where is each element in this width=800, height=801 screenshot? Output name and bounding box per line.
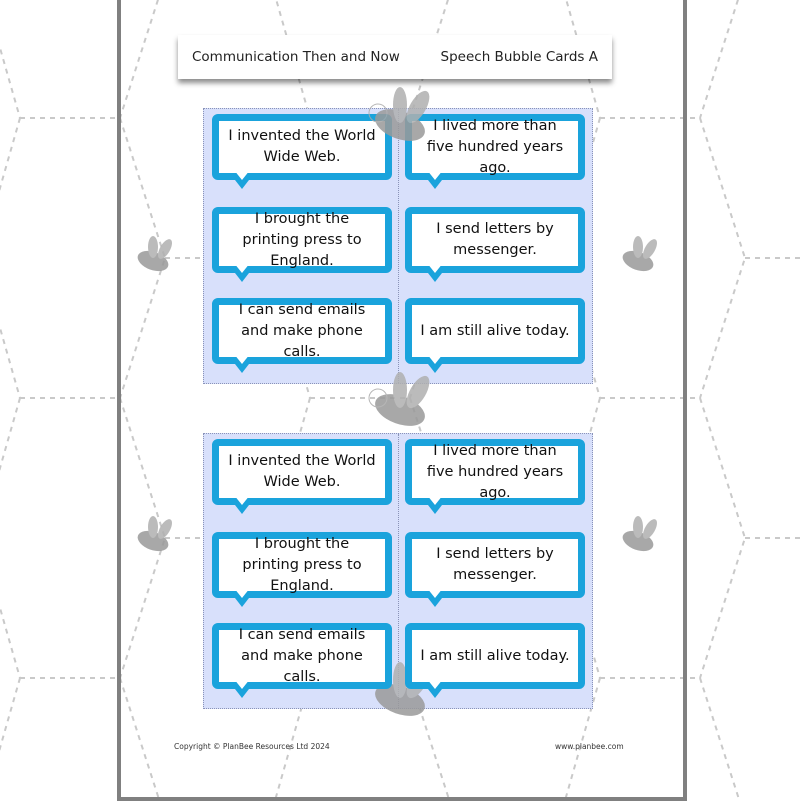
speech-bubble-card[interactable]	[405, 623, 585, 689]
speech-bubble-card[interactable]	[212, 298, 392, 364]
copyright-text: Copyright © PlanBee Resources Ltd 2024	[174, 742, 330, 751]
header-title: Communication Then and Now	[192, 49, 400, 65]
speech-bubble-card[interactable]	[212, 207, 392, 273]
card-text: I can send emails and make phone calls.	[212, 298, 392, 364]
speech-bubble-card[interactable]	[405, 439, 585, 505]
bee-watermark-icon	[610, 515, 665, 560]
card-text: I lived more than five hundred years ago.	[405, 114, 585, 180]
bee-watermark-icon	[360, 85, 440, 155]
speech-bubble-card[interactable]	[212, 532, 392, 598]
speech-bubble-card[interactable]	[212, 439, 392, 505]
bee-watermark-icon	[360, 370, 440, 440]
speech-bubble-card[interactable]	[405, 207, 585, 273]
header-subtitle: Speech Bubble Cards A	[440, 49, 598, 65]
card-text: I send letters by messenger.	[405, 532, 585, 598]
speech-bubble-card[interactable]	[405, 532, 585, 598]
card-text: I am still alive today.	[405, 298, 585, 364]
speech-bubble-card[interactable]	[405, 298, 585, 364]
bee-watermark-icon	[125, 235, 180, 280]
card-text: I send letters by messenger.	[405, 207, 585, 273]
bee-watermark-icon	[610, 235, 665, 280]
card-text: I brought the printing press to England.	[212, 207, 392, 273]
website-link[interactable]: www.planbee.com	[555, 742, 624, 751]
bee-watermark-icon	[125, 515, 180, 560]
card-text: I invented the World Wide Web.	[212, 114, 392, 180]
card-text: I can send emails and make phone calls.	[212, 623, 392, 689]
card-text: I brought the printing press to England.	[212, 532, 392, 598]
worksheet-header	[178, 35, 612, 79]
card-text: I am still alive today.	[405, 623, 585, 689]
speech-bubble-card[interactable]	[212, 623, 392, 689]
card-text: I lived more than five hundred years ago.	[405, 439, 585, 505]
card-text: I invented the World Wide Web.	[212, 439, 392, 505]
